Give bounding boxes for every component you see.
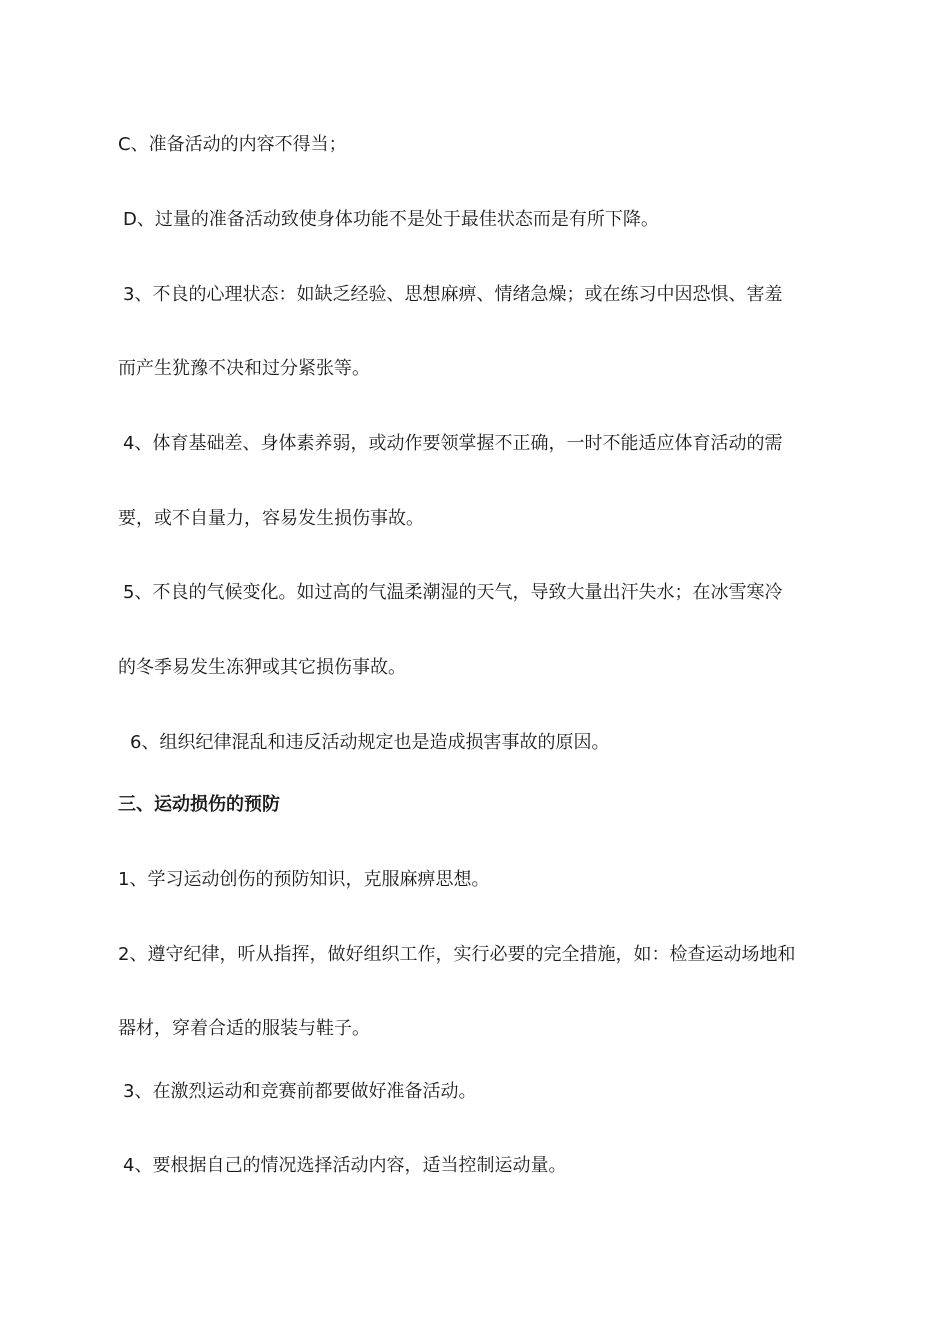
text-line-4a: 4、体育基础差、身体素养弱，或动作要领掌握不正确，一时不能适应体育活动的需	[123, 433, 783, 454]
text-line-p4: 4、要根据自己的情况选择活动内容，适当控制运动量。	[123, 1155, 567, 1176]
text-line-d: D、过量的准备活动致使身体功能不是处于最佳状态而是有所下降。	[123, 209, 659, 230]
text-line-5b: 的冬季易发生冻狎或其它损伤事故。	[118, 657, 406, 678]
text-line-p2a: 2、遵守纪律，听从指挥，做好组织工作，实行必要的完全措施，如：检查运动场地和	[118, 944, 796, 965]
text-line-p2b: 器材，穿着合适的服装与鞋子。	[118, 1018, 370, 1039]
text-line-p1: 1、学习运动创伤的预防知识，克服麻痹思想。	[118, 869, 490, 890]
text-line-3b: 而产生犹豫不决和过分紧张等。	[118, 358, 370, 379]
section-heading: 三、运动损伤的预防	[118, 794, 280, 815]
text-line-5a: 5、不良的气候变化。如过高的气温柔潮湿的天气，导致大量出汗失水；在冰雪寒冷	[123, 582, 783, 603]
text-line-4b: 要，或不自量力，容易发生损伤事故。	[118, 508, 424, 529]
text-line-p3: 3、在激烈运动和竞赛前都要做好准备活动。	[123, 1081, 477, 1102]
text-line-c: C、准备活动的内容不得当；	[118, 134, 347, 155]
text-line-6: 6、组织纪律混乱和违反活动规定也是造成损害事故的原因。	[130, 732, 610, 753]
text-line-3a: 3、不良的心理状态：如缺乏经验、思想麻痹、情绪急燥；或在练习中因恐惧、害羞	[123, 284, 783, 305]
